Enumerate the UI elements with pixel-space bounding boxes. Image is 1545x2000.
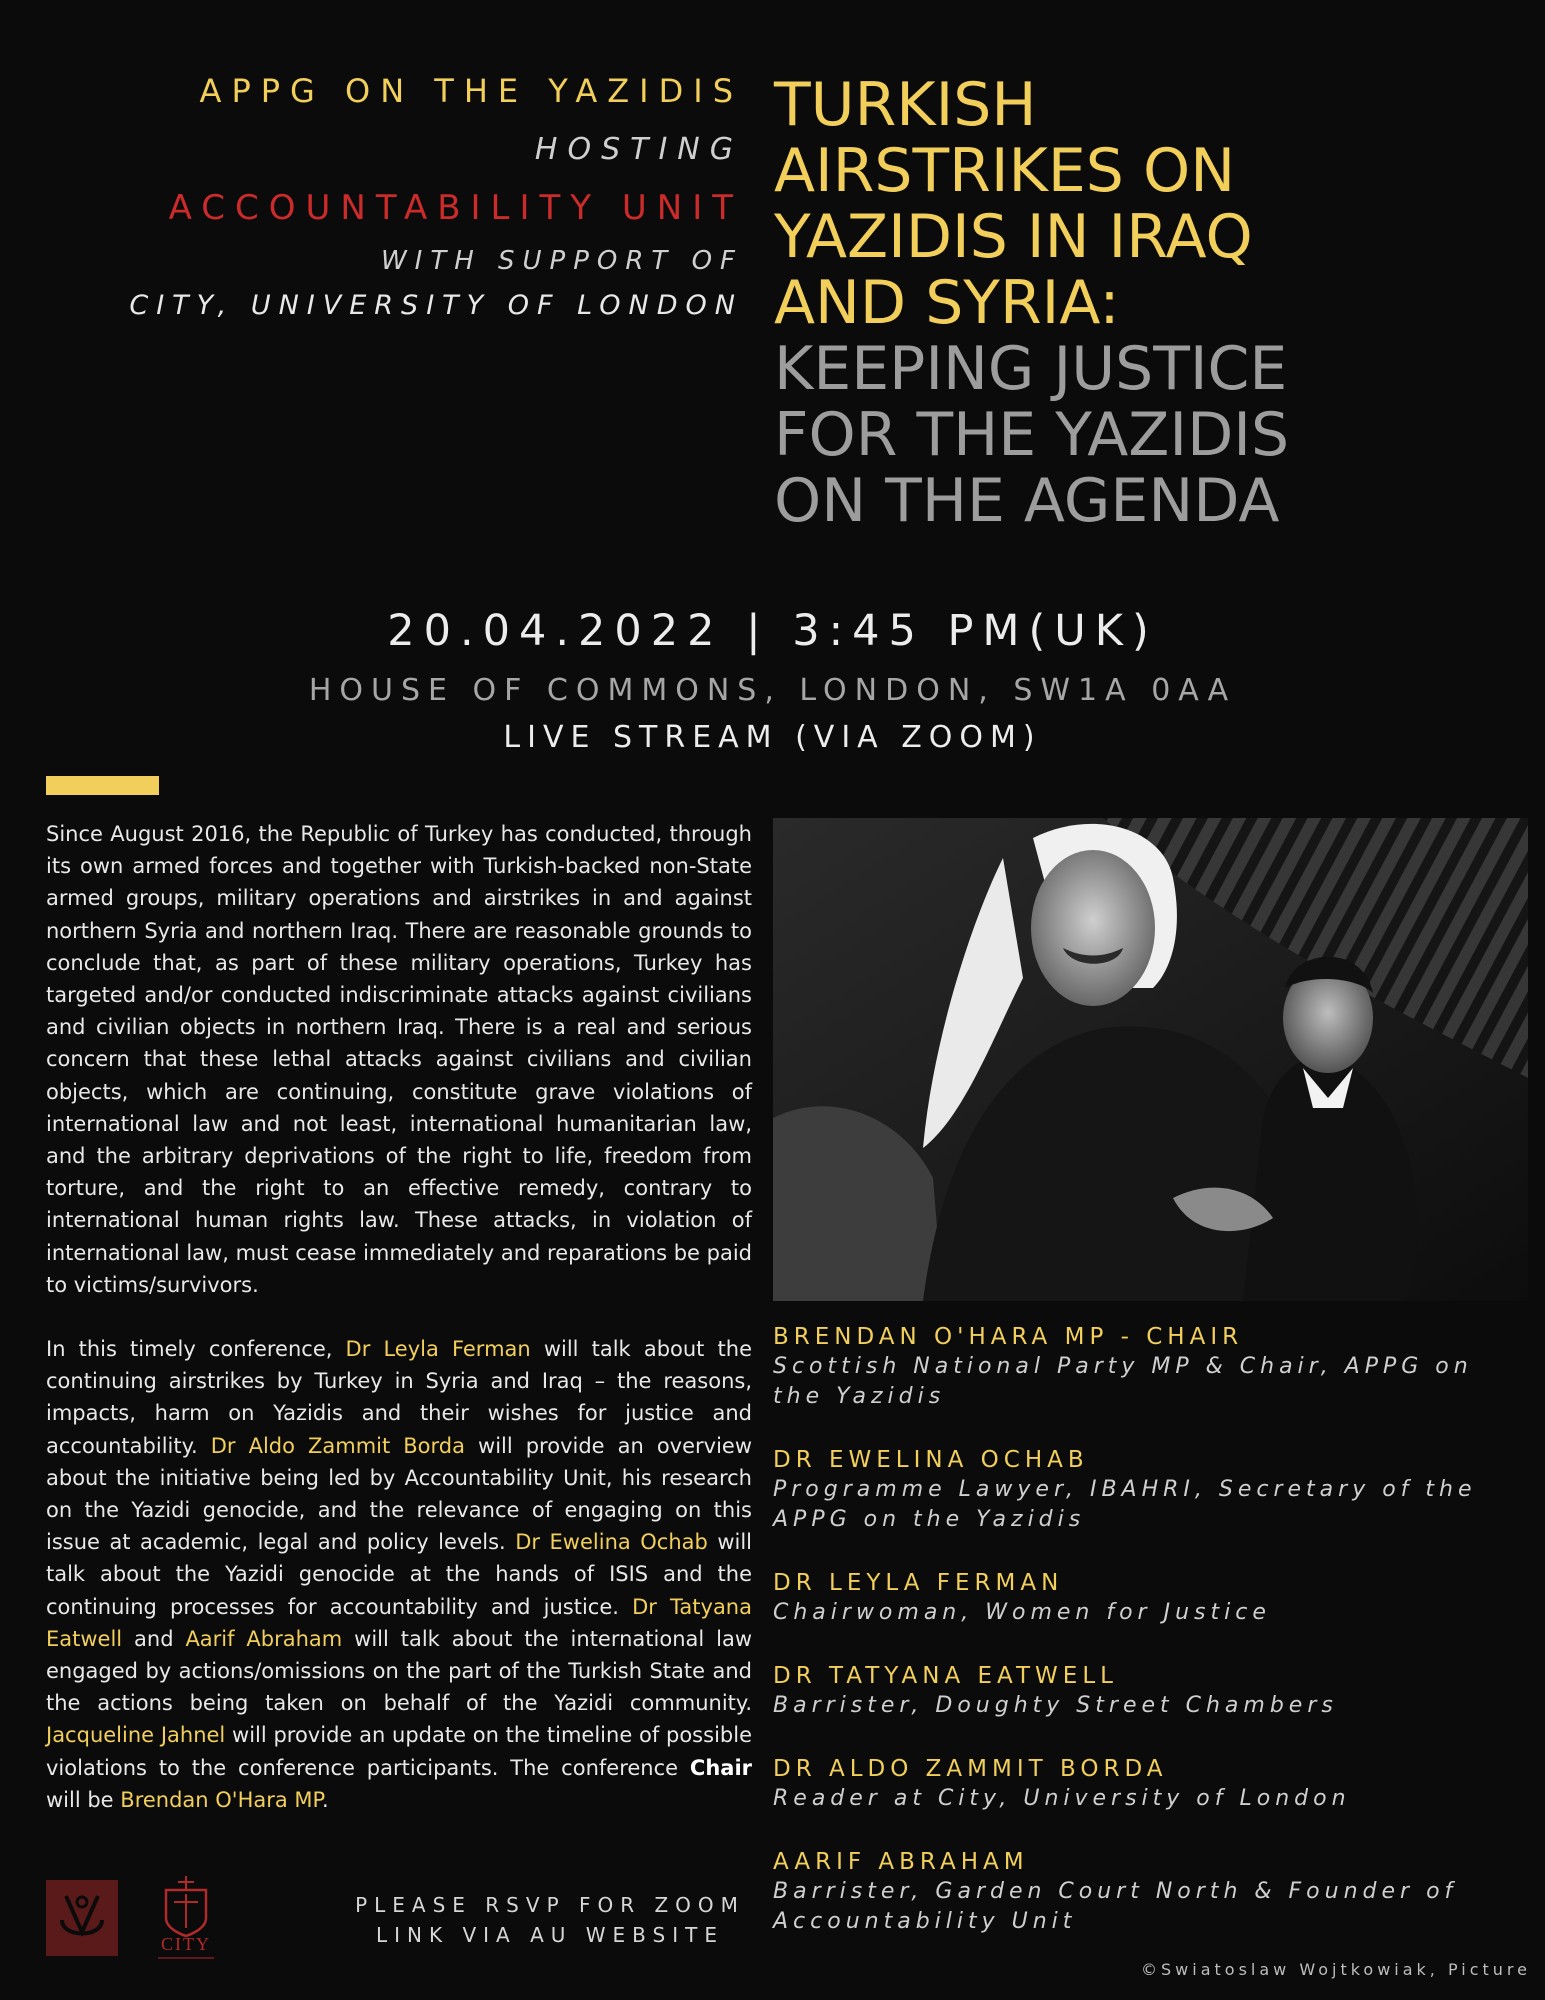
city-name: CITY, UNIVERSITY OF LONDON bbox=[129, 290, 743, 321]
speaker-role: Reader at City, University of London bbox=[773, 1786, 1351, 1811]
rsvp-note bbox=[340, 1890, 760, 1950]
event-photo bbox=[773, 818, 1528, 1301]
speaker-role: Programme Lawyer, IBAHRI, Secretary of the APPG on the Yazidis bbox=[773, 1477, 1477, 1532]
description-paragraph-2 bbox=[46, 1333, 752, 1816]
description-paragraph-1: Since August 2016, the Republic of Turkey has conducted, through its own armed forces and together with Turkish-backed non-State armed groups, military operations and airstrikes in and against northern Syria and northern Iraq. There are reasonable grounds to conclude that, as part of these military operations, Turkey has targeted and/or conducted indiscriminate attacks against civilians and civilian objects in northern Iraq. There is a real and serious concern that these lethal attacks against civilians and civilian objects, which are continuing, constitute grave violations of international law and not least, international humanitarian law, and the arbitrary deprivations of the right to life, freedom from torture, and the right to an effective remedy, contrary to international human rights law. These attacks, in violation of international law, must cease immediately and reparations be paid to victims/survivors. bbox=[46, 822, 752, 1297]
speaker-item bbox=[773, 1847, 1533, 1937]
accountability-unit-logo bbox=[46, 1880, 118, 1956]
photo-credit: ©Swiatoslaw Wojtkowiak, Picture bbox=[1141, 1960, 1531, 1979]
event-venue: HOUSE OF COMMONS, LONDON, SW1A 0AA bbox=[308, 673, 1237, 708]
speaker-role: Barrister, Garden Court North & Founder of Accountability Unit bbox=[773, 1879, 1458, 1934]
chair-emphasis: Chair bbox=[689, 1755, 752, 1780]
paragraph-text: will talk about the international law engaged by actions/omissions on the part of the Turkish State and the actions being taken on behalf of the Yazidi community. bbox=[46, 1626, 752, 1716]
speaker-role: Scottish National Party MP & Chair, APPG on the Yazidis bbox=[773, 1354, 1473, 1409]
rsvp-line-1: PLEASE RSVP FOR ZOOM bbox=[355, 1893, 745, 1917]
city-university-logo bbox=[152, 1872, 220, 1964]
title-line: AIRSTRIKES ON bbox=[774, 136, 1236, 206]
speaker-name: DR EWELINA OCHAB bbox=[773, 1447, 1089, 1473]
city-logo-text: CITY bbox=[161, 1934, 211, 1954]
speaker-name: BRENDAN O'HARA MP - CHAIR bbox=[773, 1324, 1244, 1350]
paragraph-text: . bbox=[321, 1787, 329, 1812]
event-stream: LIVE STREAM (VIA ZOOM) bbox=[503, 720, 1042, 755]
speaker-name: AARIF ABRAHAM bbox=[773, 1849, 1029, 1875]
speaker-name-highlight: Dr Aldo Zammit Borda bbox=[210, 1433, 465, 1458]
title-line: YAZIDIS IN IRAQ bbox=[774, 202, 1253, 272]
subtitle-line: FOR THE YAZIDIS bbox=[774, 400, 1290, 470]
paragraph-text: will provide an update on the timeline of possible violations to the conference participants. The conference bbox=[46, 1723, 752, 1780]
speaker-item bbox=[773, 1445, 1533, 1535]
hosting-label: HOSTING bbox=[534, 132, 743, 167]
speaker-name-highlight: Dr Tatyana Eatwell bbox=[46, 1594, 752, 1651]
speaker-list bbox=[773, 1322, 1533, 1970]
speaker-name: DR LEYLA FERMAN bbox=[773, 1570, 1064, 1596]
subtitle-line: ON THE AGENDA bbox=[774, 466, 1280, 536]
title-line: TURKISH bbox=[774, 70, 1037, 140]
speaker-role: Barrister, Doughty Street Chambers bbox=[773, 1693, 1338, 1718]
speaker-role: Chairwoman, Women for Justice bbox=[773, 1600, 1271, 1625]
paragraph-text: will provide an overview about the initiative being led by Accountability Unit, his research on the Yazidi genocide, and the relevance of engaging on this issue at academic, legal and policy levels. bbox=[46, 1433, 753, 1555]
speaker-item bbox=[773, 1322, 1533, 1412]
paragraph-text: and bbox=[122, 1626, 186, 1651]
subtitle-line: KEEPING JUSTICE bbox=[774, 334, 1288, 404]
title-line: AND SYRIA: bbox=[774, 268, 1120, 338]
speaker-name-highlight: Aarif Abraham bbox=[185, 1626, 343, 1651]
org-name: APPG ON THE YAZIDIS bbox=[199, 72, 743, 110]
paragraph-text: will be bbox=[46, 1787, 121, 1812]
speaker-name-highlight: Brendan O'Hara MP bbox=[120, 1787, 322, 1812]
event-date-time: 20.04.2022 | 3:45 PM(UK) bbox=[387, 606, 1158, 656]
unit-name: ACCOUNTABILITY UNIT bbox=[168, 188, 743, 228]
speaker-name-highlight: Jacqueline Jahnel bbox=[46, 1723, 226, 1748]
speaker-item bbox=[773, 1568, 1533, 1628]
paragraph-text: will talk about the Yazidi genocide at the hands of ISIS and the continuing processes for accountability and justice. bbox=[46, 1530, 753, 1619]
speaker-name-highlight: Dr Leyla Ferman bbox=[345, 1337, 531, 1362]
description bbox=[46, 818, 752, 1848]
speaker-item bbox=[773, 1661, 1533, 1721]
event-title bbox=[774, 72, 1494, 534]
speaker-name-highlight: Dr Ewelina Ochab bbox=[515, 1530, 708, 1555]
speaker-name: DR TATYANA EATWELL bbox=[773, 1663, 1118, 1689]
paragraph-text: In this timely conference, bbox=[46, 1337, 346, 1362]
support-label: WITH SUPPORT OF bbox=[380, 246, 743, 276]
speaker-name: DR ALDO ZAMMIT BORDA bbox=[773, 1756, 1168, 1782]
speaker-item bbox=[773, 1754, 1533, 1814]
paragraph-text: will talk about the continuing airstrikes by Turkey in Syria and Iraq – the reasons, impacts, harm on Yazidis and their wishes for justice and accountability. bbox=[46, 1337, 752, 1458]
accent-bar bbox=[46, 776, 159, 795]
rsvp-line-2: LINK VIA AU WEBSITE bbox=[376, 1923, 724, 1947]
